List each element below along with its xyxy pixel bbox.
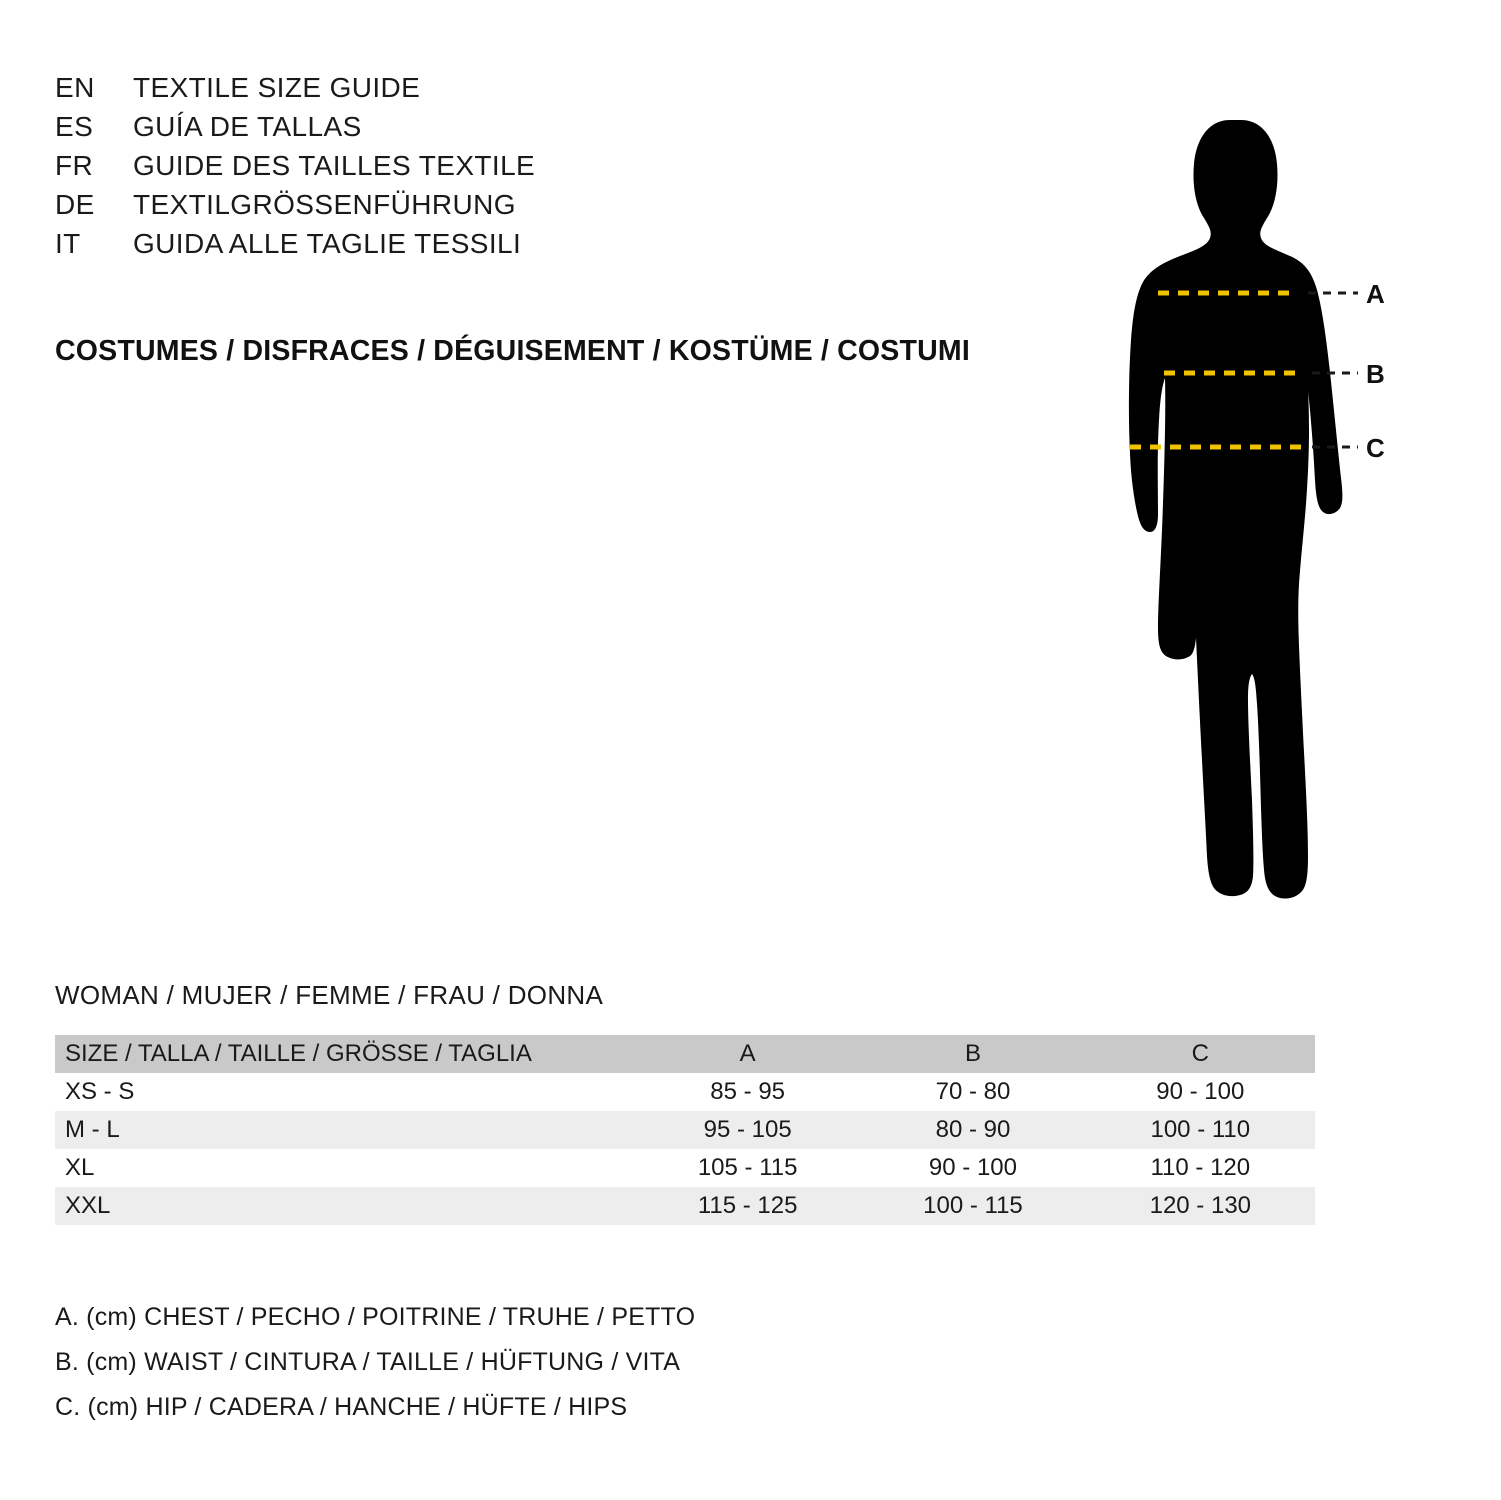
language-row-es [55,111,1015,150]
row-value-b: 70 - 80 [935,1078,1011,1105]
row-value-a: 85 - 95 [710,1078,786,1105]
table-header-b: B [964,1040,981,1067]
legend-row-a: A. (cm) CHEST / PECHO / POITRINE / TRUHE / PETTO [55,1303,696,1331]
table-header-row [55,1035,1315,1073]
woman-silhouette-figure [1040,60,1460,940]
row-value-c: 120 - 130 [1149,1192,1252,1219]
row-value-a: 105 - 115 [697,1154,798,1181]
row-value-b: 100 - 115 [923,1192,1023,1219]
row-value-c: 110 - 120 [1150,1154,1251,1181]
language-text-it: GUIDA ALLE TAGLIE TESSILI [133,228,522,259]
legend-row-c: C. (cm) HIP / CADERA / HANCHE / HÜFTE / HIPS [55,1393,628,1421]
table-section-title: WOMAN / MUJER / FEMME / FRAU / DONNA [55,980,604,1010]
table-row [55,1073,1315,1111]
size-table-head [55,1035,1315,1073]
size-table [55,1035,1315,1225]
language-code-fr: FR [55,150,94,181]
costumes-subtitle: COSTUMES / DISFRACES / DÉGUISEMENT / KOSTÜME / COSTUMI [55,335,970,367]
language-text-de: TEXTILGRÖSSENFÜHRUNG [133,189,516,220]
size-table-body [55,1073,1315,1225]
language-code-en: EN [55,72,95,103]
table-header-c: C [1191,1040,1209,1067]
language-code-it: IT [55,228,81,259]
row-value-c: 90 - 100 [1156,1078,1245,1105]
measurement-legend [55,1295,1155,1430]
language-row-it [55,228,1015,267]
language-row-en [55,72,1015,111]
row-value-c: 100 - 110 [1150,1116,1251,1143]
language-code-de: DE [55,189,95,220]
language-row-de [55,189,1015,228]
table-row [55,1111,1315,1149]
language-text-es: GUÍA DE TALLAS [133,111,362,142]
row-value-b: 90 - 100 [928,1154,1017,1181]
language-text-en: TEXTILE SIZE GUIDE [133,72,421,103]
language-text-fr: GUIDE DES TAILLES TEXTILE [133,150,536,181]
row-value-b: 80 - 90 [935,1116,1011,1143]
table-row [55,1149,1315,1187]
silhouette-icon [1129,120,1342,899]
row-size-label: XXL [65,1192,111,1219]
language-code-es: ES [55,111,94,142]
language-row-fr [55,150,1015,189]
row-size-label: XS - S [65,1078,135,1105]
marker-label-b: B [1366,359,1385,389]
table-header-size: SIZE / TALLA / TAILLE / GRÖSSE / TAGLIA [65,1040,532,1067]
table-header-a: A [739,1040,756,1067]
row-size-label: M - L [65,1116,120,1143]
marker-label-a: A [1366,279,1385,309]
table-row [55,1187,1315,1225]
legend-row-b: B. (cm) WAIST / CINTURA / TAILLE / HÜFTUNG / VITA [55,1348,681,1376]
marker-label-c: C [1366,433,1385,463]
row-size-label: XL [65,1154,95,1181]
row-value-a: 115 - 125 [697,1192,798,1219]
row-value-a: 95 - 105 [703,1116,792,1143]
language-list [55,72,1015,267]
